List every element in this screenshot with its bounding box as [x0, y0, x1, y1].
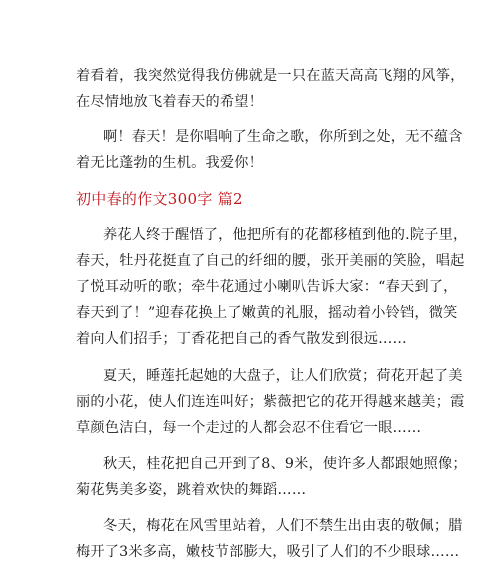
text-line: 夏天，睡莲托起她的大盘子，让人们欣赏；荷花开起了美 — [103, 368, 463, 384]
text-line: 着无比蓬勃的生机。我爱你！ — [76, 155, 264, 171]
text-line: 春天，牡丹花挺直了自己的纤细的腰，张开美丽的笑脸，唱起 — [76, 253, 465, 269]
text-line: 春天到了！”迎春花换上了嫩黄的礼服，摇动着小铃铛，微笑 — [76, 305, 458, 321]
section-heading: 初中春的作文300字 篇2 — [76, 190, 243, 208]
text-line: 着看着，我突然觉得我仿佛就是一只在蓝天高高飞翔的风筝， — [76, 68, 465, 84]
text-line: 草颜色洁白，每一个走过的人都会忍不住看它一眼…… — [76, 420, 422, 436]
text-line: 菊花隽美多姿，跳着欢快的舞蹈…… — [76, 482, 307, 498]
text-line: 丽的小花，使人们连连叫好；紫薇把它的花开得越来越美；霞 — [76, 394, 465, 410]
text-line: 冬天，梅花在风雪里站着，人们不禁生出由衷的敬佩；腊 — [103, 518, 463, 534]
text-line: 梅开了3米多高，嫩枝节部膨大，吸引了人们的不少眼球…… — [76, 544, 460, 560]
text-line: 养花人终于醒悟了，他把所有的花都移植到他的.院子里， — [103, 227, 468, 243]
text-line: 啊！春天！是你唱响了生命之歌，你所到之处，无不蕴含 — [103, 129, 463, 145]
text-line: 秋天，桂花把自己开到了8、9米，使许多人都跟她照像； — [103, 456, 467, 472]
text-line: 着向人们招手；丁香花把自己的香气散发到很远…… — [76, 331, 407, 347]
text-line: 了悦耳动听的歌；牵牛花通过小喇叭告诉大家：“春天到了， — [76, 279, 458, 295]
text-line: 在尽情地放飞着春天的希望！ — [76, 94, 264, 110]
